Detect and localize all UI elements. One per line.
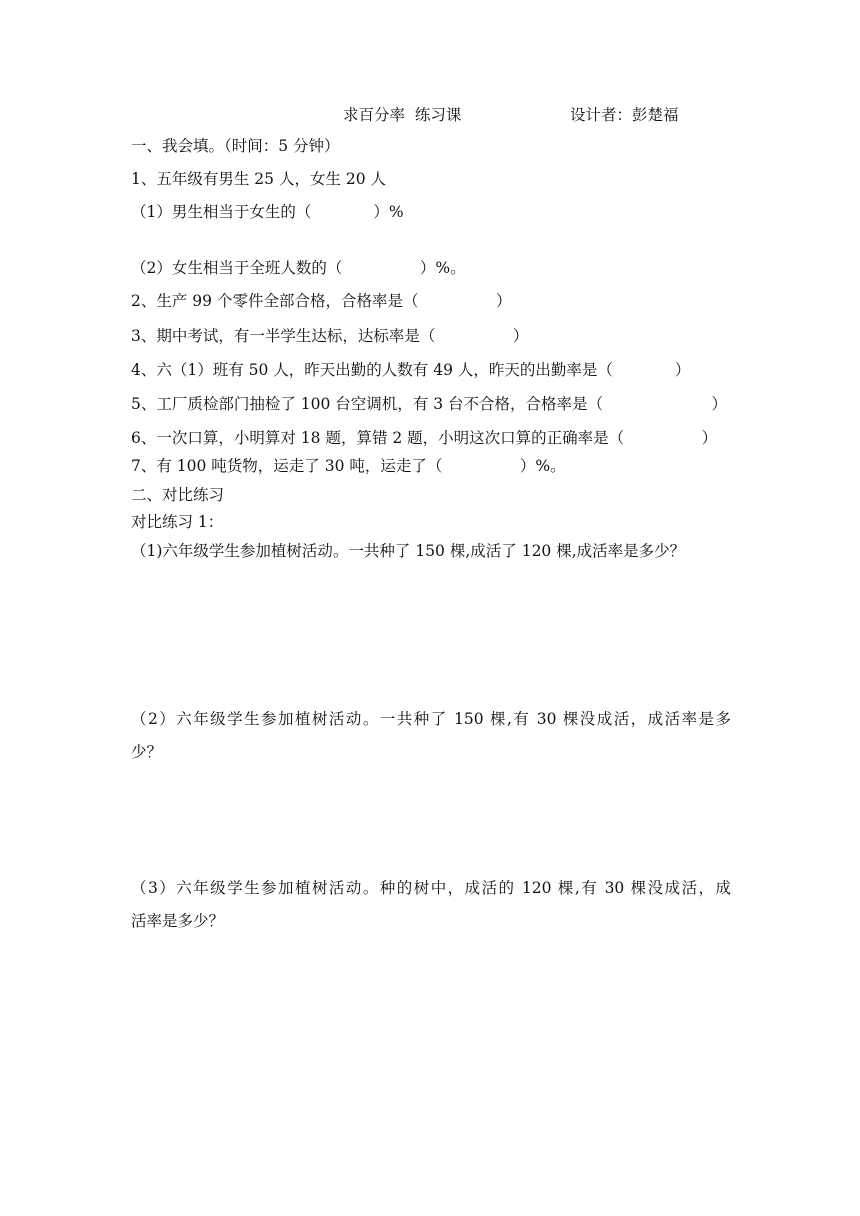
- comparison-subheading: 对比练习 1：: [131, 513, 224, 531]
- worksheet-title: 求百分率 练习课: [343, 106, 462, 124]
- comparison-problem-2-line-2: 少？: [131, 743, 163, 761]
- designer-credit: 设计者：彭楚福: [570, 106, 679, 124]
- question-5: 5、工厂质检部门抽检了 100 台空调机，有 3 台不合格，合格率是（ ）: [131, 395, 728, 413]
- section-heading-comparison: 二、对比练习: [131, 486, 225, 504]
- question-7: 7、有 100 吨货物，运走了 30 吨，运走了（ ）%。: [131, 457, 566, 475]
- question-2: 2、生产 99 个零件全部合格，合格率是（ ）: [131, 292, 512, 310]
- question-4: 4、六（1）班有 50 人，昨天出勤的人数有 49 人，昨天的出勤率是（ ）: [131, 361, 691, 379]
- question-1: 1、五年级有男生 25 人，女生 20 人: [131, 170, 387, 188]
- comparison-problem-3-line-2: 活率是多少？: [131, 912, 225, 930]
- comparison-problem-2-line-1: （2）六年级学生参加植树活动。一共种了 150 棵,有 30 棵没成活，成活率是多: [131, 710, 731, 728]
- comparison-problem-3-line-1: （3）六年级学生参加植树活动。种的树中，成活的 120 棵,有 30 棵没成活，成: [131, 879, 731, 897]
- comparison-problem-1: （1)六年级学生参加植树活动。一共种了 150 棵,成活了 120 棵,成活率是多少？: [131, 542, 686, 560]
- question-1-part-2: （2）女生相当于全班人数的（ ）%。: [131, 259, 466, 277]
- question-1-part-1: （1）男生相当于女生的（ ）%: [131, 203, 404, 221]
- question-6: 6、一次口算，小明算对 18 题，算错 2 题，小明这次口算的正确率是（ ）: [131, 429, 718, 447]
- section-heading-fill-in: 一、我会填。（时间：5 分钟）: [131, 137, 340, 155]
- question-3: 3、期中考试，有一半学生达标，达标率是（ ）: [131, 327, 529, 345]
